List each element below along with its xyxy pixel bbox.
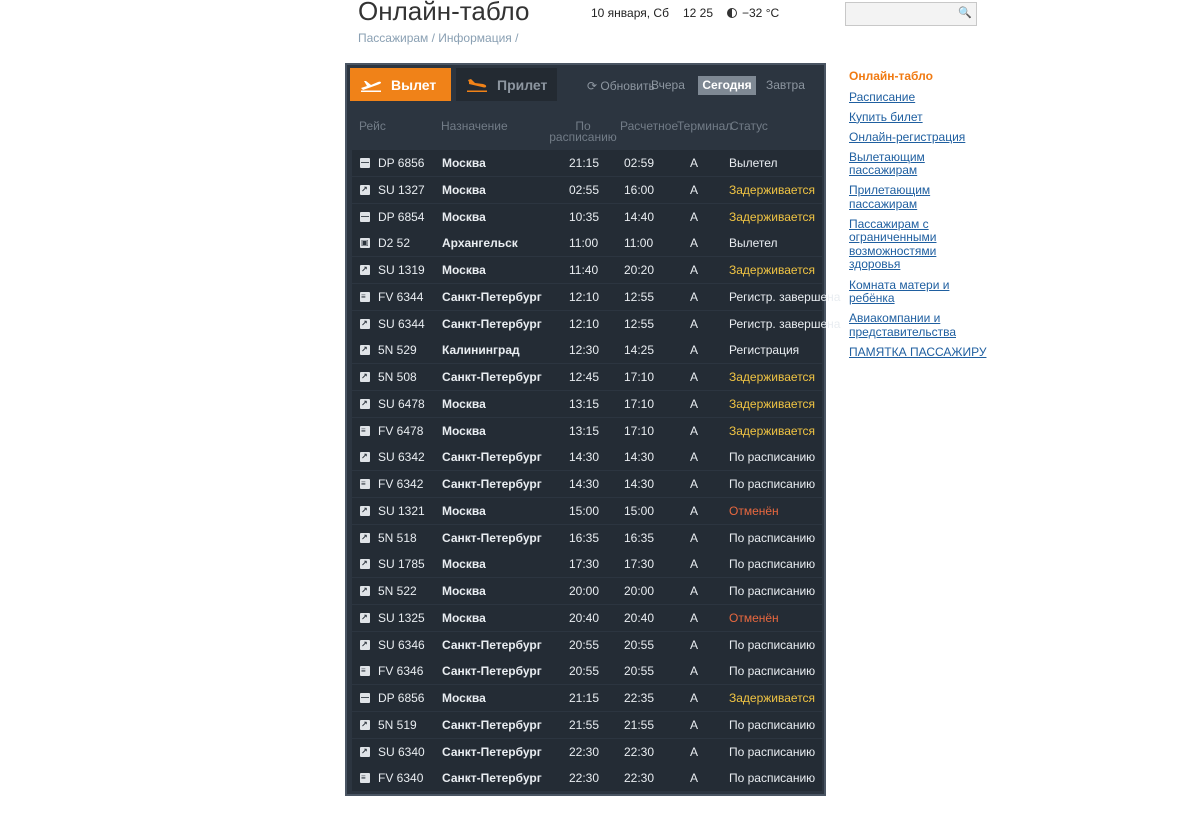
terminal: A [690,289,699,304]
flight-status: По расписанию [729,530,816,545]
estimated-time: 12:55 [624,316,655,331]
flight-number: SU 1327 [378,182,425,197]
table-row[interactable] [352,337,822,363]
estimated-time: 20:00 [624,584,655,598]
destination: Москва [442,423,486,438]
flight-status: Отменён [729,610,779,625]
col-scheduled-line1: По [575,119,591,133]
airline-logo-icon: ↗ [360,265,370,275]
breadcrumb[interactable]: Пассажирам / Информация / [358,31,519,45]
table-row[interactable] [352,284,841,310]
airline-logo-icon: ↗ [360,506,370,516]
terminal: A [690,236,699,251]
estimated-time: 20:55 [624,664,655,679]
col-scheduled-line2: расписанию [549,130,617,144]
flight-number: SU 1321 [378,503,425,518]
departure-plane-icon [360,78,382,92]
airline-logo-icon: ↗ [360,319,370,329]
tab-arrival[interactable] [456,68,557,101]
airline-logo-icon: ≡ [360,666,370,676]
flight-number: FV 6346 [378,664,424,679]
terminal: A [690,477,699,491]
flight-list [352,150,841,792]
estimated-time: 22:30 [624,771,655,786]
table-row[interactable] [352,578,822,604]
col-flight: Рейс [359,119,386,133]
scheduled-time: 14:30 [569,450,600,465]
flight-number: DP 6856 [378,156,425,170]
flight-number: SU 1325 [378,610,425,625]
terminal: A [690,771,699,786]
flight-number: FV 6342 [378,477,424,491]
table-row[interactable] [352,364,822,390]
destination: Москва [442,263,486,277]
nav-link[interactable]: Прилетающим пассажирам [849,183,931,211]
flight-number: SU 6346 [378,637,425,652]
terminal: A [690,182,699,197]
side-navigation [849,70,989,366]
weather-icon [727,8,737,18]
day-yesterday[interactable]: Вчера [651,78,685,92]
flight-status: Задерживается [729,370,816,384]
destination: Санкт-Петербург [442,771,542,786]
flight-status: Вылетел [729,236,778,251]
flight-number: SU 1785 [378,557,425,572]
table-row[interactable] [352,765,822,791]
table-row[interactable] [352,551,822,577]
table-row[interactable] [352,712,822,738]
flight-status: Регистр. завершена [729,289,841,304]
destination: Москва [442,557,486,572]
terminal: A [690,530,699,545]
col-scheduled [548,121,618,143]
page-title: Онлайн-табло [358,0,530,26]
temperature: −32 °C [742,6,780,20]
terminal: A [690,396,699,411]
col-estimated: Расчетное [620,119,679,133]
terminal: A [690,343,699,358]
airline-logo-icon: ↗ [360,640,370,650]
terminal: A [690,263,699,277]
estimated-time: 16:35 [624,530,655,545]
tab-departure-label: Вылет [391,76,437,93]
estimated-time: 20:20 [624,263,655,277]
flight-number: SU 6478 [378,396,425,411]
day-tomorrow[interactable]: Завтра [766,78,805,92]
scheduled-time: 11:00 [569,236,599,251]
scheduled-time: 12:30 [569,343,600,358]
estimated-time: 02:59 [624,156,655,170]
scheduled-time: 12:10 [569,289,600,304]
terminal: A [690,156,699,170]
scheduled-time: 13:15 [569,423,600,438]
terminal: A [690,610,699,625]
estimated-time: 14:30 [624,477,655,491]
search-box [845,2,977,26]
flight-status: По расписанию [729,744,816,759]
scheduled-time: 22:30 [569,744,600,759]
nav-link[interactable]: Авиакомпании и представительства [849,311,956,339]
terminal: A [690,664,699,679]
airline-logo-icon: ↗ [360,185,370,195]
estimated-time: 22:35 [624,691,655,705]
airline-logo-icon: ↗ [360,452,370,462]
current-date: 10 января, Сб [591,6,669,20]
airline-logo-icon: ≡ [360,426,370,436]
flight-status: Задерживается [729,396,816,411]
flight-number: DP 6854 [378,209,425,224]
table-row[interactable] [352,177,822,203]
search-icon[interactable]: 🔍 [958,7,972,19]
flight-number: DP 6856 [378,691,425,705]
flight-status: Регистрация [729,343,800,358]
flight-number: 5N 519 [378,717,417,732]
terminal: A [690,450,699,465]
table-row[interactable] [352,230,822,256]
table-row[interactable] [352,444,822,470]
scheduled-time: 13:15 [569,396,600,411]
terminal: A [690,584,699,598]
current-time: 12 25 [682,6,713,20]
scheduled-time: 12:45 [569,370,600,384]
terminal: A [690,209,699,224]
table-row[interactable] [352,605,822,631]
table-row[interactable] [352,632,822,658]
refresh-button[interactable] [587,79,655,93]
scheduled-time: 21:15 [569,156,600,170]
flight-status: Задерживается [729,209,816,224]
destination: Санкт-Петербург [442,717,542,732]
destination: Москва [442,209,486,224]
nav-link[interactable]: Вылетающим пассажирам [849,149,925,178]
estimated-time: 14:40 [624,209,655,224]
flight-number: D2 52 [378,236,411,251]
weather [727,6,779,20]
flight-status: Отменён [729,503,779,518]
refresh-label: Обновить [600,79,655,93]
flight-status: Задерживается [729,263,816,277]
flight-number: SU 6342 [378,450,425,465]
destination: Москва [442,503,486,518]
flight-number: SU 6344 [378,316,425,331]
flight-status: По расписанию [729,637,816,652]
table-row[interactable] [352,525,822,551]
nav-link[interactable]: Пассажирам с ограниченными возможностями здоровья [849,216,937,272]
estimated-time: 17:10 [624,396,655,411]
tab-departure[interactable] [350,68,451,101]
airline-logo-icon: ↗ [360,345,370,355]
flight-status: По расписанию [729,450,816,465]
table-row[interactable] [352,311,841,337]
flight-number: FV 6340 [378,771,424,786]
flight-status: По расписанию [729,584,816,598]
estimated-time: 22:30 [624,744,655,759]
arrival-plane-icon [466,78,488,92]
estimated-time: 15:00 [624,503,655,518]
scheduled-time: 17:30 [569,557,600,572]
terminal: A [690,316,699,331]
estimated-time: 12:55 [624,289,655,304]
scheduled-time: 02:55 [569,182,600,197]
airline-logo-icon: ↗ [360,559,370,569]
nav-link[interactable]: Комната матери и ребёнка [849,277,950,306]
flight-status: Вылетел [729,156,778,170]
airline-logo-icon: ↗ [360,747,370,757]
flight-status: Задерживается [729,691,816,705]
estimated-time: 16:00 [624,182,655,197]
table-row[interactable] [352,498,822,524]
flight-status: По расписанию [729,717,816,732]
terminal: A [690,370,699,384]
destination: Москва [442,610,486,625]
estimated-time: 14:25 [624,343,655,358]
flight-number: SU 1319 [378,263,425,277]
scheduled-time: 20:55 [569,637,600,652]
estimated-time: 21:55 [624,717,655,732]
destination: Санкт-Петербург [442,370,542,384]
tab-arrival-label: Прилет [497,76,548,93]
nav-link[interactable]: ПАМЯТКА ПАССАЖИРУ [849,344,987,359]
scheduled-time: 16:35 [569,530,600,545]
table-row[interactable] [352,471,822,497]
destination: Калининград [442,343,520,358]
scheduled-time: 20:55 [569,664,600,679]
destination: Санкт-Петербург [442,637,542,652]
destination: Архангельск [442,236,518,251]
terminal: A [690,744,699,759]
airline-logo-icon: — [361,158,369,167]
flight-number: 5N 518 [378,530,417,545]
estimated-time: 17:30 [624,557,655,572]
airline-logo-icon: ≡ [360,773,370,783]
airline-logo-icon: ↗ [360,586,370,596]
table-row[interactable] [352,391,822,417]
table-row[interactable] [352,418,822,444]
airline-logo-icon: — [361,693,369,702]
scheduled-time: 21:15 [569,691,600,705]
header-info [591,6,779,20]
scheduled-time: 14:30 [569,477,600,491]
table-row[interactable] [352,685,822,711]
scheduled-time: 21:55 [569,717,600,732]
airline-logo-icon: ↗ [360,720,370,730]
flight-status: По расписанию [729,664,816,679]
destination: Санкт-Петербург [442,450,542,465]
destination: Санкт-Петербург [442,664,542,679]
scheduled-time: 22:30 [569,771,600,786]
terminal: A [690,691,699,705]
table-row[interactable] [352,658,822,684]
search-input[interactable] [848,4,960,26]
nav-link[interactable]: Расписание [849,89,916,104]
destination: Санкт-Петербург [442,289,542,304]
destination: Москва [442,396,486,411]
terminal: A [690,423,699,438]
destination: Москва [442,182,486,197]
table-row[interactable] [352,739,822,765]
col-status: Статус [730,119,768,133]
airline-logo-icon: ↗ [360,533,370,543]
airline-logo-icon: ↗ [360,372,370,382]
destination: Санкт-Петербург [442,530,542,545]
flight-number: FV 6478 [378,423,424,438]
destination: Санкт-Петербург [442,316,542,331]
destination: Санкт-Петербург [442,744,542,759]
terminal: A [690,717,699,732]
destination: Москва [442,584,486,598]
flight-number: 5N 529 [378,343,417,358]
estimated-time: 17:10 [624,370,655,384]
terminal: A [690,637,699,652]
estimated-time: 20:55 [624,637,655,652]
col-destination: Назначение [441,119,508,133]
flight-status: Задерживается [729,423,816,438]
flight-board [345,63,841,796]
estimated-time: 20:40 [624,610,655,625]
flight-number: SU 6340 [378,744,425,759]
flight-status: Регистр. завершена [729,316,841,331]
day-today[interactable]: Сегодня [698,76,756,95]
airline-logo-icon: ↗ [360,613,370,623]
flight-number: 5N 522 [378,584,417,598]
flight-number: 5N 508 [378,370,417,384]
destination: Санкт-Петербург [442,477,542,491]
nav-active-item: Онлайн-табло [849,69,933,83]
airline-logo-icon: ≡ [360,479,370,489]
table-row[interactable] [352,257,822,283]
refresh-icon: ⟳ [587,79,598,93]
nav-link[interactable]: Купить билет [849,109,923,124]
table-row[interactable] [352,204,822,230]
col-terminal: Терминал [677,119,733,133]
flight-status: По расписанию [729,477,816,491]
scheduled-time: 20:00 [569,584,600,598]
scheduled-time: 15:00 [569,503,600,518]
airline-logo-icon: ≡ [360,292,370,302]
estimated-time: 11:00 [624,236,654,251]
flight-number: FV 6344 [378,289,424,304]
airline-logo-icon: ↗ [360,399,370,409]
destination: Москва [442,691,486,705]
scheduled-time: 12:10 [569,316,600,331]
terminal: A [690,557,699,572]
airline-logo-icon: — [361,211,369,221]
terminal: A [690,503,699,518]
table-row[interactable] [352,150,822,176]
flight-status: По расписанию [729,771,816,786]
scheduled-time: 10:35 [569,209,600,224]
estimated-time: 14:30 [624,450,655,465]
flight-status: Задерживается [729,182,816,197]
nav-link[interactable]: Онлайн-регистрация [849,129,966,144]
destination: Москва [442,156,486,170]
estimated-time: 17:10 [624,423,655,438]
scheduled-time: 20:40 [569,610,600,625]
scheduled-time: 11:40 [569,263,599,277]
flight-status: По расписанию [729,557,816,572]
airline-logo-icon: ▣ [361,238,369,248]
nav-links [849,91,989,360]
